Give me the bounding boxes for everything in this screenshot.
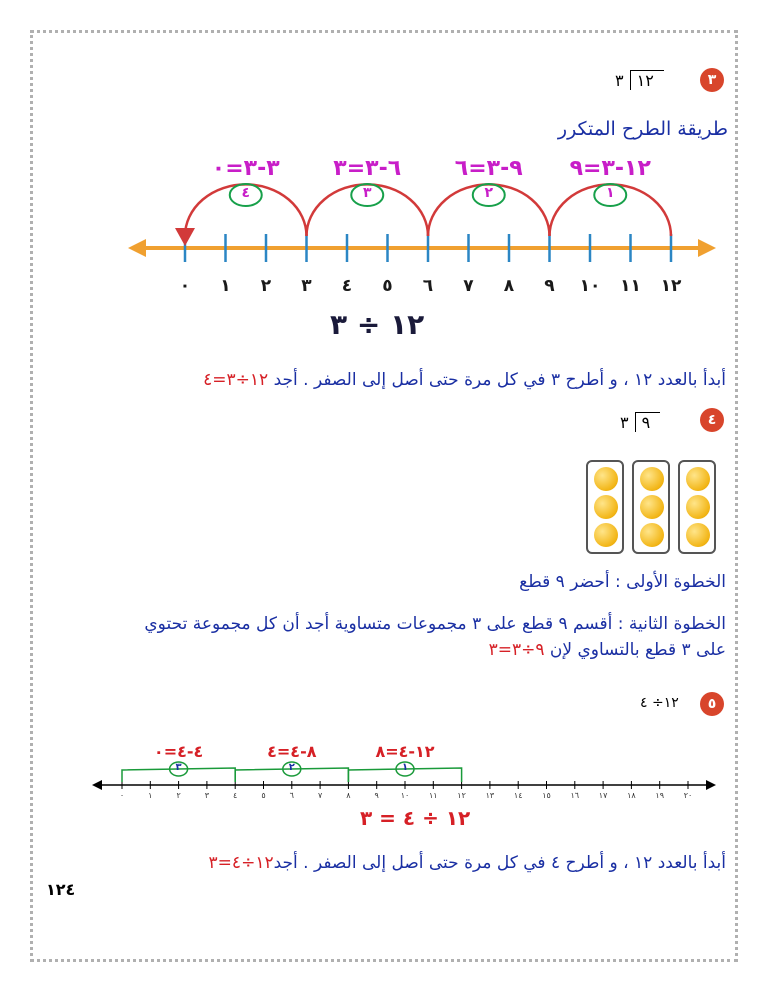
counter xyxy=(640,495,664,519)
tick-label-0: ٠ xyxy=(119,791,125,800)
group-2 xyxy=(632,460,670,554)
problem-3-badge: ٣ xyxy=(700,68,724,92)
group-1 xyxy=(586,460,624,554)
step-label-4: ٤ xyxy=(241,185,251,201)
tick-label-10: ١٠ xyxy=(400,791,410,800)
step-2-answer: ٩÷٣=٣ xyxy=(488,640,545,660)
tick-label-8: ٨ xyxy=(346,791,351,800)
tick-label-14: ١٤ xyxy=(513,791,523,800)
problem-4-badge: ٤ xyxy=(700,408,724,432)
tick-label-15: ١٥ xyxy=(542,791,551,800)
equation-2: ٩-٣=٦ xyxy=(454,156,523,181)
tick-label-9: ٩ xyxy=(374,791,379,800)
tick-label-11: ١١ xyxy=(620,276,641,296)
divisor: ٣ xyxy=(615,71,624,90)
problem-5-expression: ١٢÷ ٤ xyxy=(640,695,679,711)
page-number: ١٢٤ xyxy=(46,880,76,899)
tick-label-3: ٣ xyxy=(301,276,312,296)
tick-label-4: ٤ xyxy=(233,791,238,800)
tick-label-20: ٢٠ xyxy=(683,791,693,800)
tick-label-7: ٧ xyxy=(317,791,323,800)
counter xyxy=(594,467,618,491)
tick-label-16: ١٦ xyxy=(570,791,580,800)
step-label-2: ٢ xyxy=(288,762,295,773)
tick-label-3: ٣ xyxy=(204,791,210,800)
tick-label-19: ١٩ xyxy=(655,791,664,800)
counter xyxy=(594,523,618,547)
sentence-text: أبدأ بالعدد ١٢ ، و أطرح ٣ في كل مرة حتى أصل إلى الصفر . أجد xyxy=(273,370,726,390)
equation-4: ٣-٣=٠ xyxy=(211,156,280,181)
tick-label-8: ٨ xyxy=(503,276,515,296)
tick-label-17: ١٧ xyxy=(598,791,608,800)
equation-1: ١٢-٤=٨ xyxy=(375,742,435,761)
tick-label-12: ١٢ xyxy=(660,276,682,296)
step-2-line-1: الخطوة الثانية : أقسم ٩ قطع على ٣ مجموعات متساوية أجد أن كل مجموعة تحتوي xyxy=(144,614,726,634)
tick-label-1: ١ xyxy=(148,791,153,800)
step-1: الخطوة الأولى : أحضر ٩ قطع xyxy=(519,572,726,592)
dividend: ٩ xyxy=(635,412,661,432)
group-3 xyxy=(678,460,716,554)
tick-label-6: ٦ xyxy=(422,276,434,296)
step-label-3: ٣ xyxy=(362,185,372,201)
tick-label-11: ١١ xyxy=(429,791,438,800)
tick-label-18: ١٨ xyxy=(627,791,636,800)
problem-3-long-division xyxy=(615,70,664,90)
tick-label-10: ١٠ xyxy=(579,276,601,296)
counter xyxy=(686,495,710,519)
tick-label-1: ١ xyxy=(220,276,231,296)
sentence-text: أبدأ بالعدد ١٢ ، و أطرح ٤ في كل مرة حتى أصل إلى الصفر . أجد xyxy=(273,853,726,873)
problem-5-badge: ٥ xyxy=(700,692,724,716)
tick-label-9: ٩ xyxy=(544,276,555,296)
counter xyxy=(640,467,664,491)
tick-label-13: ١٣ xyxy=(485,791,495,800)
equation-1: ١٢-٣=٩ xyxy=(569,156,651,181)
equation-3: ٦-٣=٣ xyxy=(333,156,402,181)
step-label-3: ٣ xyxy=(175,762,182,773)
counter xyxy=(686,467,710,491)
problem-5-result: ١٢ ÷ ٤ = ٣ xyxy=(360,806,471,830)
tick-label-5: ٥ xyxy=(382,276,393,296)
problem-3-sentence xyxy=(26,370,726,390)
counter xyxy=(594,495,618,519)
tick-label-6: ٦ xyxy=(289,791,294,800)
tick-label-7: ٧ xyxy=(463,276,474,296)
step-label-1: ١ xyxy=(605,185,615,201)
counter xyxy=(686,523,710,547)
tick-label-4: ٤ xyxy=(341,276,353,296)
dividend: ١٢ xyxy=(630,70,664,90)
equation-3: ٤-٤=٠ xyxy=(153,742,204,761)
step-2-text: على ٣ قطع بالتساوي لإن xyxy=(549,640,726,660)
step-label-2: ٢ xyxy=(484,185,494,201)
step-label-1: ١ xyxy=(401,762,409,773)
division-expression: ١٢ ÷ ٣ xyxy=(330,308,425,341)
problem-4-long-division xyxy=(620,412,660,432)
equation-2: ٨-٤=٤ xyxy=(267,742,317,761)
divisor: ٣ xyxy=(620,413,629,432)
problem-5-sentence xyxy=(26,853,726,873)
tick-label-2: ٢ xyxy=(260,276,272,296)
step-2-line-2 xyxy=(26,640,726,660)
tick-label-2: ٢ xyxy=(176,791,181,800)
counter xyxy=(640,523,664,547)
tick-label-12: ١٢ xyxy=(457,791,466,800)
sentence-answer: ١٢÷٣=٤ xyxy=(203,370,269,390)
counter-groups xyxy=(586,460,720,556)
tick-label-5: ٥ xyxy=(261,791,266,800)
method-title: طريقة الطرح المتكرر xyxy=(557,118,728,140)
tick-label-0: ٠ xyxy=(179,276,191,296)
sentence-answer: ١٢÷٤=٣ xyxy=(208,853,274,873)
